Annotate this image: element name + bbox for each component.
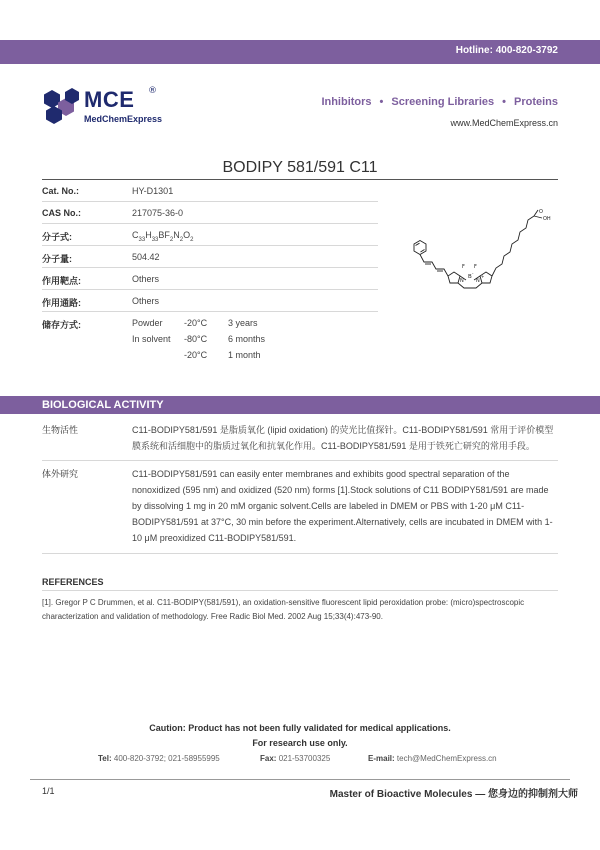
info-label: 分子量: <box>42 254 72 264</box>
chemical-structure-image <box>392 208 568 318</box>
hexagon-logo-icon <box>42 86 82 126</box>
page-number: 1/1 <box>42 786 55 796</box>
bio-activity-label: 生物活性 <box>42 425 79 435</box>
svg-text:N: N <box>476 278 480 284</box>
product-title: BODIPY 581/591 C11 <box>222 159 378 176</box>
info-value: 504.42 <box>132 252 160 262</box>
contact-email[interactable]: E-mail: tech@MedChemExpress.cn <box>368 754 497 763</box>
mce-logo[interactable] <box>42 86 172 130</box>
logo-text: MCE <box>84 87 135 112</box>
invitro-label: 体外研究 <box>42 469 79 479</box>
biological-activity-header <box>0 396 600 414</box>
info-value: HY-D1301 <box>132 186 174 196</box>
info-label: Cat. No.: <box>42 186 79 196</box>
storage-temp: -80°C <box>184 334 208 344</box>
info-label: CAS No.: <box>42 208 81 218</box>
svg-text:B: B <box>468 274 472 280</box>
svg-text:OH: OH <box>543 216 551 222</box>
storage-time: 6 months <box>228 334 266 344</box>
top-nav <box>321 96 558 108</box>
contact-fax: Fax: 021-53700325 <box>260 754 331 763</box>
caution-text: Caution: Product has not been fully validated for medical applications. <box>149 723 451 733</box>
logo-registered-mark: ® <box>148 86 157 96</box>
storage-time: 3 years <box>228 318 258 328</box>
storage-temp: -20°C <box>184 318 208 328</box>
svg-text:-: - <box>472 271 474 276</box>
info-label: 作用靶点: <box>42 276 81 286</box>
info-value: Others <box>132 296 160 306</box>
info-value: 217075-36-0 <box>132 208 184 218</box>
storage-temp: -20°C <box>184 350 208 360</box>
info-row-storage <box>42 312 378 370</box>
info-label: 分子式: <box>42 232 72 242</box>
reference-item: [1]. Gregor P C Drummen, et al. C11-BODIPY(581/591), an oxidation-sensitive fluorescent lipid peroxidation probe: (micro)spectroscopic characterization and validation of methodology. Free Radic Biol Med. 2002 Aug 15;33(4):473-90. <box>42 598 525 621</box>
info-value: Others <box>132 274 160 284</box>
nav-screening-libraries[interactable]: Screening Libraries <box>391 96 495 108</box>
info-row-mw <box>42 246 378 268</box>
research-use-text: For research use only. <box>252 738 348 748</box>
references-divider <box>42 590 558 591</box>
bio-divider <box>42 460 558 461</box>
invitro-text: C11-BODIPY581/591 can easily enter membranes and exhibits good spectral separation of the nonoxidized (595 nm) and oxidized (520 nm) forms [1].Stock solutions of C11 BODIPY581/591 are made by dissolving 1 mg in 20 mM organic solvent.Cells are labeled in DMEM or PBS with 1-20 μM C11-BODIPY581/591 at 37°C, 30 min before the experiment.Alternatively, cells are incubated in DMEM with 1-10 μM preoxidized C11-BODIPY581/591. <box>132 469 553 543</box>
product-info-table <box>42 180 378 370</box>
storage-time: 1 month <box>228 350 261 360</box>
info-row-pathway <box>42 290 378 312</box>
nav-separator: • <box>502 96 506 108</box>
svg-text:O: O <box>539 209 543 215</box>
footer-slogan: Master of Bioactive Molecules — 您身边的抑制剂大师 <box>329 789 578 800</box>
invitro-row <box>42 466 558 548</box>
references-title: REFERENCES <box>42 577 104 587</box>
bio-divider <box>42 553 558 554</box>
hotline-bar <box>0 40 600 64</box>
info-label: 储存方式: <box>42 320 81 330</box>
nav-proteins[interactable]: Proteins <box>513 96 558 108</box>
section-title: BIOLOGICAL ACTIVITY <box>42 399 164 411</box>
logo-subtitle: MedChemExpress <box>84 114 163 124</box>
svg-text:N: N <box>460 278 464 284</box>
info-row-target <box>42 268 378 290</box>
info-label: 作用通路: <box>42 298 81 308</box>
contact-tel: Tel: 400-820-3792; 021-58955995 <box>98 754 220 763</box>
bio-activity-text: C11-BODIPY581/591 是脂质氧化 (lipid oxidation) 的荧光比值探针。C11-BODIPY581/591 常用于评价模型膜系统和活细胞中的脂质过氧化和抗氧化作用。C11-BODIPY581/591 是用于铁死亡研究的常用手段。 <box>132 425 554 451</box>
svg-text:+: + <box>481 274 485 279</box>
svg-text:F: F <box>462 264 465 270</box>
storage-form: In solvent <box>132 334 171 344</box>
info-row-formula <box>42 224 378 246</box>
info-row-cat-no <box>42 180 378 202</box>
hotline-text: Hotline: 400-820-3792 <box>455 45 558 56</box>
storage-form: Powder <box>132 318 163 328</box>
molecular-formula: $C_{33}H_{33}BF_2N_2O_2$ <box>132 230 194 243</box>
website-link[interactable]: www.MedChemExpress.cn <box>450 118 558 128</box>
nav-inhibitors[interactable]: Inhibitors <box>321 96 372 108</box>
info-row-cas-no <box>42 202 378 224</box>
svg-text:F: F <box>474 264 477 270</box>
footer-divider <box>30 779 570 780</box>
bio-activity-row <box>42 422 558 458</box>
nav-separator: • <box>379 96 384 108</box>
